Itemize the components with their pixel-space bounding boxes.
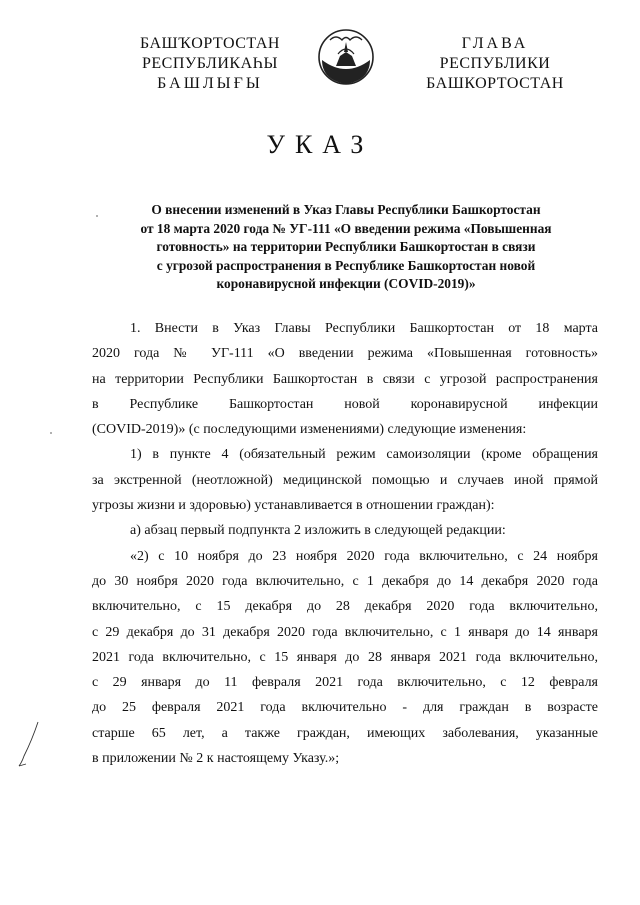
body-line: 1. Внести в Указ Главы Республики Башкортостан от 18 марта: [130, 321, 598, 336]
subject-line: с угрозой распространения в Республике Башкортостан новой: [156, 257, 536, 273]
header-bashkir-line-2: РЕСПУБЛИКАҺЫ: [142, 55, 278, 72]
body-line: 1) в пункте 4 (обязательный режим самоизоляции (кроме обращения: [130, 447, 598, 463]
subject-line: О внесении изменений в Указ Главы Республики Башкортостан: [151, 202, 541, 217]
header-russian-line-3: БАШКОРТОСТАН: [426, 75, 564, 92]
body-line: в Республике Башкортостан новой коронавирусной инфекции: [92, 396, 598, 412]
body-line: «2) с 10 ноября до 23 ноября 2020 года включительно, с 24 ноября: [130, 548, 598, 564]
coat-of-arms-icon: [316, 26, 376, 88]
body-line: до 25 февраля 2021 года включительно - для граждан в возрасте: [92, 700, 598, 716]
header-bashkir-line-3: БАШЛЫҒЫ: [157, 75, 263, 92]
body-line: старше 65 лет, а также граждан, имеющих заболевания, указанные: [92, 725, 598, 741]
header-russian: [418, 34, 572, 94]
body-line: а) абзац первый подпункта 2 изложить в следующей редакции:: [130, 523, 506, 539]
body-line: на территории Республики Башкортостан в связи с угрозой распространения: [92, 371, 598, 387]
body-line: за экстренной (неотложной) медицинской помощью и случаев иной прямой: [92, 472, 598, 488]
header-russian-line-1: ГЛАВА: [461, 35, 529, 52]
subject-line: готовность» на территории Республики Башкортостан в связи: [156, 239, 536, 255]
document-title: УКАЗ: [266, 130, 374, 159]
body-line: 2020 года № УГ-111 «О введении режима «Повышенная готовность»: [92, 346, 598, 362]
body-line: 2021 года включительно, с 15 января до 28 января 2021 года включительно,: [92, 649, 598, 665]
body-line: с 29 января до 11 февраля 2021 года включительно, с 12 февраля: [92, 675, 598, 691]
subject-line: от 18 марта 2020 года № УГ-111 «О введении режима «Повышенная: [140, 220, 552, 236]
body-line: (COVID-2019)» (с последующими изменениями) следующие изменения:: [92, 422, 527, 438]
header-bashkir: [112, 34, 308, 94]
body-line: включительно, с 15 декабря до 28 декабря 2020 года включительно,: [92, 599, 598, 615]
header-russian-line-2: РЕСПУБЛИКИ: [439, 55, 551, 72]
header-bashkir-line-1: БАШҠОРТОСТАН: [140, 35, 280, 52]
scan-speck: [96, 215, 98, 217]
scan-speck: [50, 432, 52, 434]
body-line: в приложении № 2 к настоящему Указу.»;: [92, 751, 340, 767]
subject-line: коронавирусной инфекции (COVID-2019)»: [216, 276, 476, 292]
body-line: до 30 ноября 2020 года включительно, с 1 декабря до 14 декабря 2020 года: [92, 573, 598, 589]
body-line: с 29 декабря до 31 декабря 2020 года включительно, с 1 января до 14 января: [92, 624, 598, 640]
decree-body: [92, 316, 598, 771]
margin-pen-mark: [16, 720, 42, 770]
body-line: угрозы жизни и здоровью) устанавливается в отношении граждан):: [92, 498, 495, 514]
decree-subject: [100, 201, 592, 294]
